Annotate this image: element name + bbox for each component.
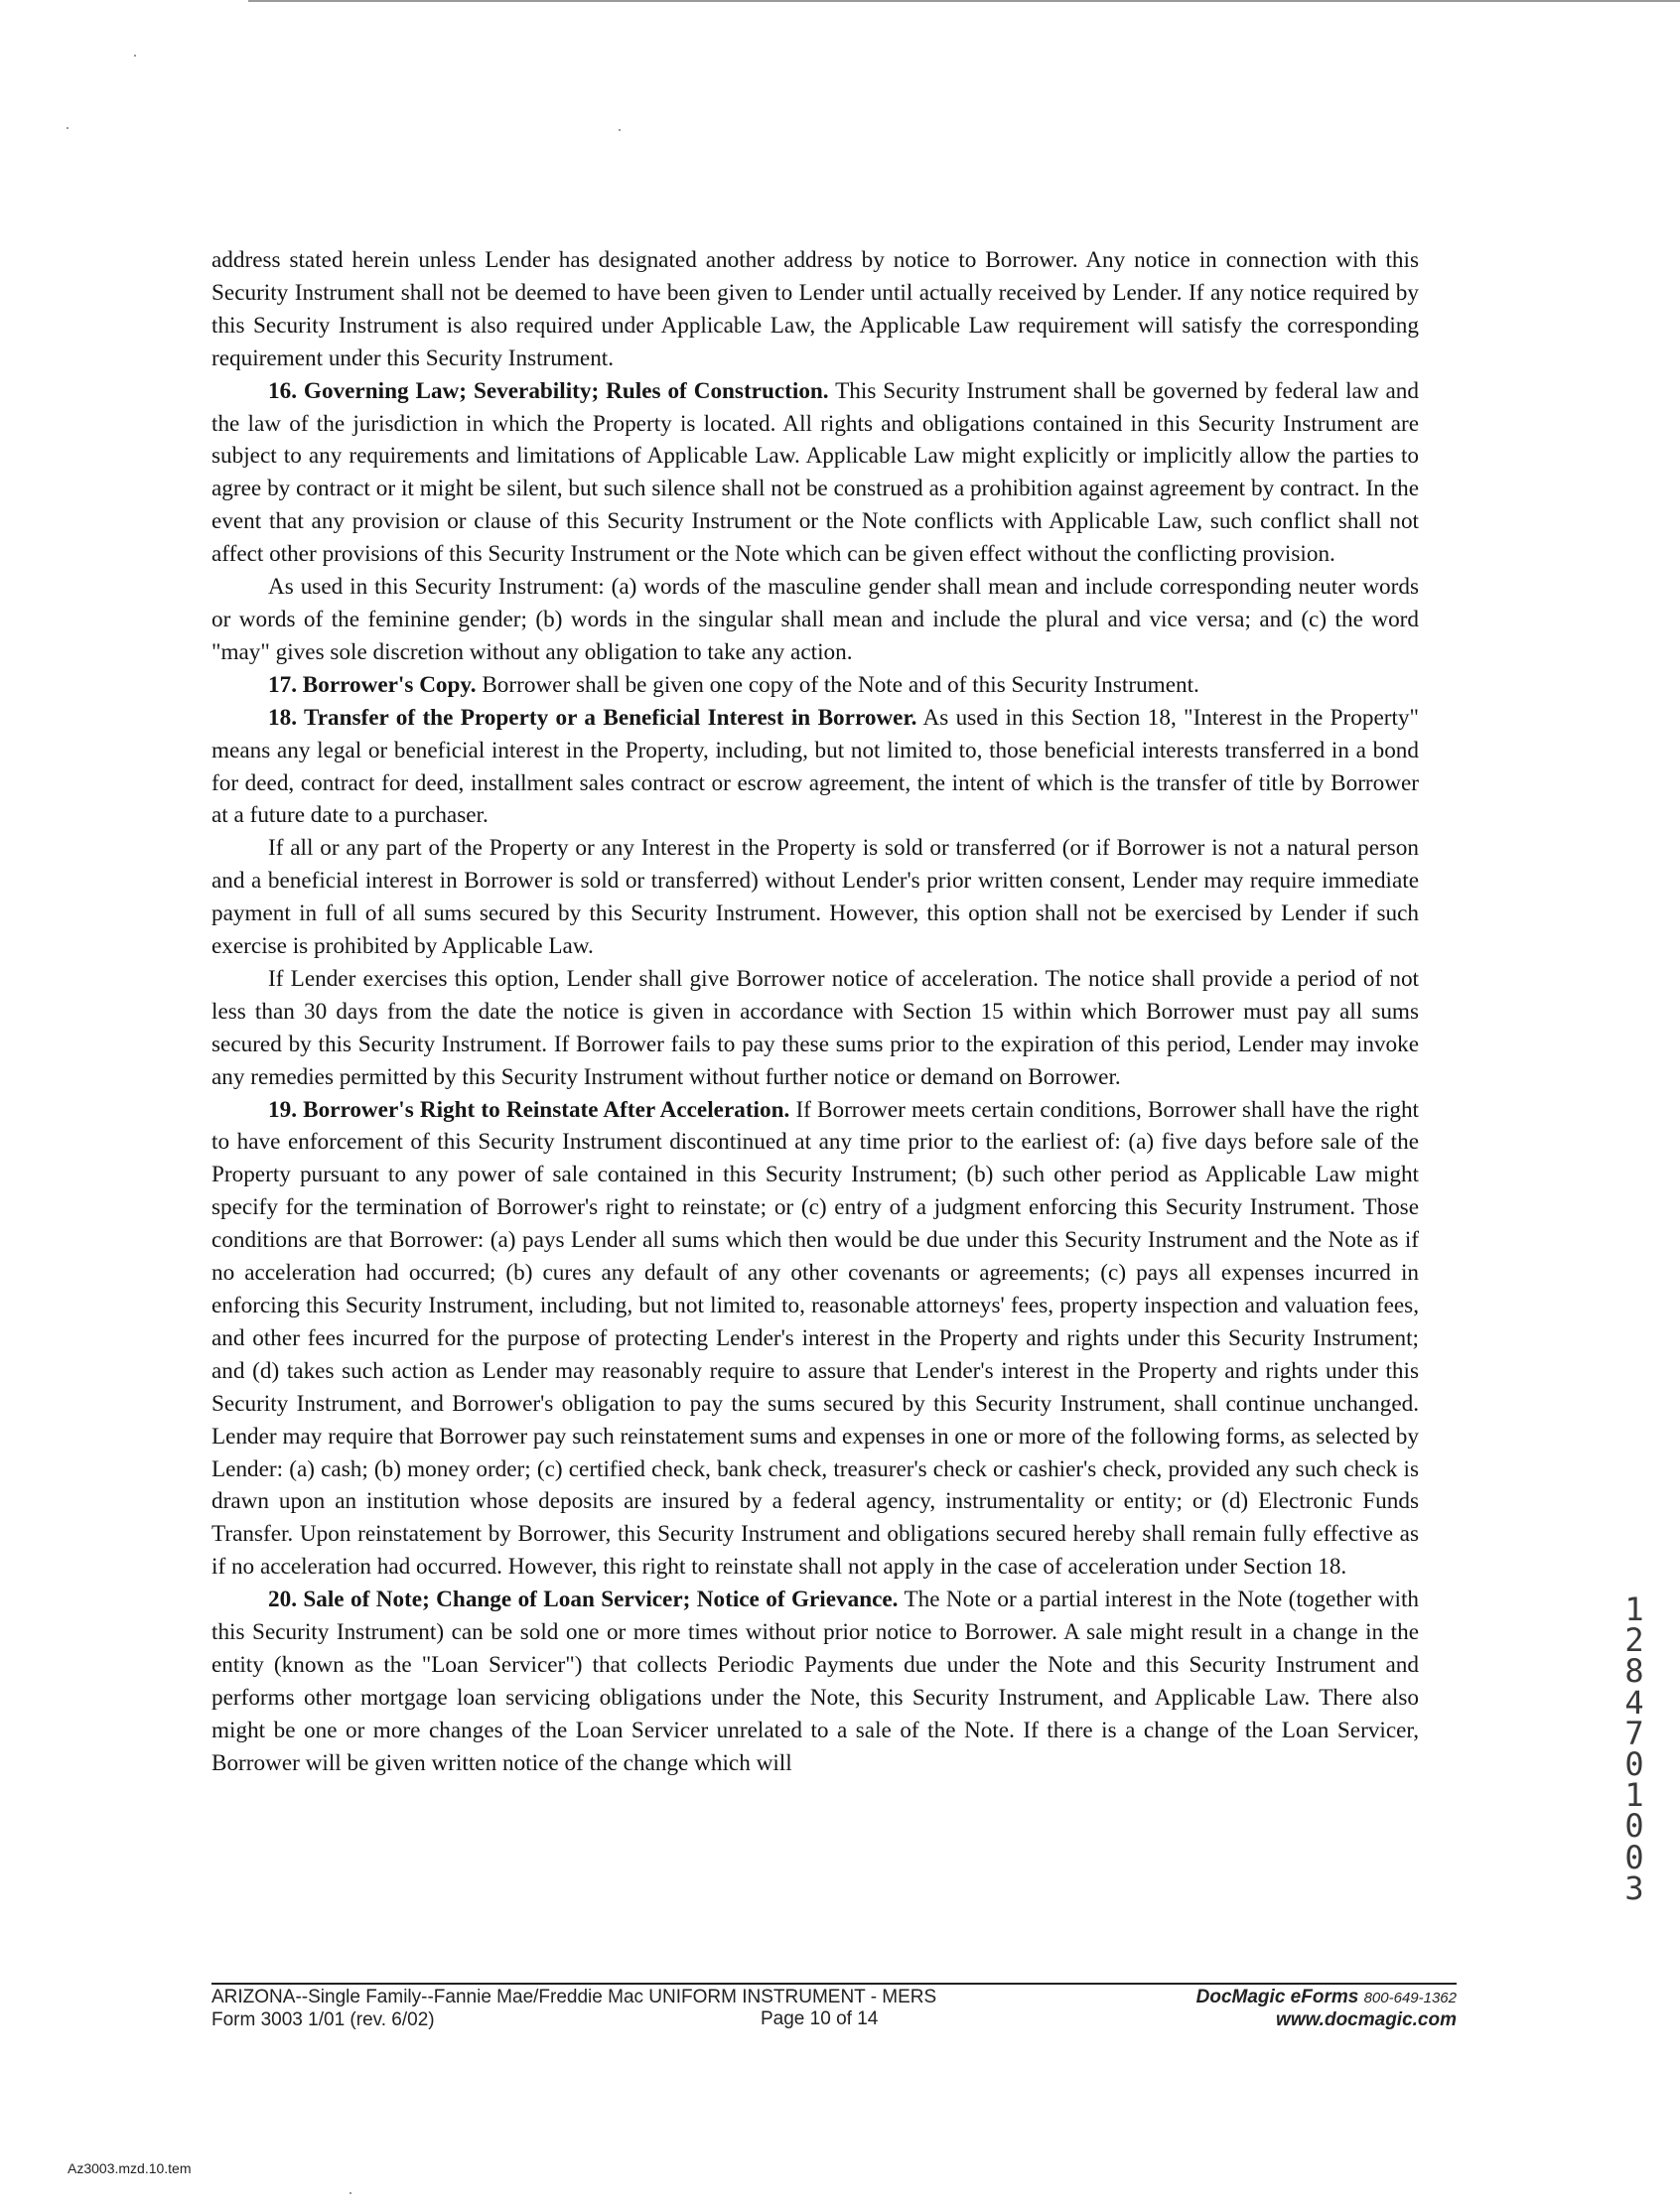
top-edge-line (248, 0, 1680, 2)
page-number: Page 10 of 14 (761, 2008, 879, 2029)
stamp-digit: 3 (1624, 1868, 1644, 1907)
paragraph-section-17 (211, 669, 1419, 702)
section-heading: 18. Transfer of the Property or a Beneficial Interest in Borrower. (268, 704, 917, 731)
paragraph-text: This Security Instrument shall be governed by federal law and the law of the jurisdiction in which the Property is located. All rights and obligations contained in this Security Instrument are subject to any requirements and limitations of Applicable Law. Applicable Law might explicitly or implicitly allow the parties to agree by contract or it might be silent, but such silence shall not be construed as a prohibition against agreement by contract. In the event that any provision or clause of this Security Instrument or the Note conflicts with Applicable Law, such conflict shall not affect other provisions of this Security Instrument or the Note which can be given effect without the conflicting provision. (211, 377, 1419, 568)
paragraph-text: As used in this Security Instrument: (a) words of the masculine gender shall mean and include corresponding neuter words or words of the feminine gender; (b) words in the singular shall mean and include the plural and vice versa; and (c) the word "may" gives sole discretion without any obligation to take any action. (211, 574, 1419, 665)
section-heading: 17. Borrower's Copy. (268, 671, 477, 698)
section-heading: 19. Borrower's Right to Reinstate After Acceleration. (268, 1096, 790, 1123)
paragraph-section-18 (211, 702, 1419, 833)
stamp-digit: 0 (1624, 1745, 1644, 1784)
paragraph-transfer-consent (211, 832, 1419, 963)
scan-speck (619, 129, 621, 131)
form-footer (211, 1983, 1457, 2031)
brand-name: DocMagic eForms (1195, 1987, 1359, 2007)
paragraph-notice-continued (211, 244, 1419, 375)
paragraph-text: If Lender exercises this option, Lender shall give Borrower notice of acceleration. The notice shall provide a period of not less than 30 days from the date the notice is given in accordance with Section 15 within which Borrower must pay all sums secured by this Security Instrument. If Borrower fails to pay these sums prior to the expiration of this period, Lender may invoke any remedies permitted by this Security Instrument without further notice or demand on Borrower. (211, 965, 1419, 1090)
paragraph-section-19 (211, 1094, 1419, 1585)
paragraph-section-16 (211, 375, 1419, 571)
stamp-digit: 0 (1624, 1838, 1644, 1876)
scan-speck (67, 127, 69, 129)
section-heading: 16. Governing Law; Severability; Rules of Construction. (268, 377, 829, 404)
stamp-digit: 7 (1624, 1714, 1644, 1752)
template-code: Az3003.mzd.10.tem (68, 2160, 192, 2176)
brand-block (1196, 1987, 1457, 2009)
stamp-digit: 1 (1624, 1590, 1644, 1628)
brand-website: www.docmagic.com (1276, 2009, 1457, 2030)
scan-speck (134, 55, 136, 57)
stamp-digit: 4 (1624, 1683, 1644, 1722)
section-heading: 20. Sale of Note; Change of Loan Servicer; Notice of Grievance. (268, 1587, 899, 1613)
recording-number-stamp (1619, 1590, 1649, 1907)
paragraph-text: The Note or a partial interest in the Note (together with this Security Instrument) can be sold one or more times without prior notice to Borrower. A sale might result in a change in the entity (known as the "Loan Servicer") that collects Periodic Payments due under the Note and this Security Instrument and performs other mortgage loan servicing obligations under the Note, this Security Instrument, and Applicable Law. There also might be one or more changes of the Loan Servicer unrelated to a sale of the Note. If there is a change of the Loan Servicer, Borrower will be given written notice of the change which will (211, 1587, 1419, 1776)
paragraph-acceleration-notice (211, 963, 1419, 1094)
brand-phone: 800-649-1362 (1363, 1990, 1457, 2006)
stamp-digit: 8 (1624, 1652, 1644, 1691)
paragraph-text: As used in this Section 18, "Interest in the Property" means any legal or beneficial interest in the Property, including, but not limited to, those beneficial interests transferred in a bond for deed, contract for deed, installment sales contract or escrow agreement, the intent of which is the transfer of title by Borrower at a future date to a purchaser. (211, 704, 1419, 829)
stamp-digit: 2 (1624, 1621, 1644, 1660)
stamp-digit: 0 (1624, 1807, 1644, 1846)
form-title: ARIZONA--Single Family--Fannie Mae/Freddie Mac UNIFORM INSTRUMENT - MERS (211, 1987, 937, 2007)
scan-speck (350, 2192, 351, 2194)
form-number: Form 3003 1/01 (rev. 6/02) (211, 2009, 435, 2030)
stamp-digit: 1 (1624, 1776, 1644, 1815)
paragraph-construction (211, 571, 1419, 669)
paragraph-text: If Borrower meets certain conditions, Borrower shall have the right to have enforcement of this Security Instrument discontinued at any time prior to the earliest of: (a) five days before sale of the Property pursuant to any power of sale contained in this Security Instrument; (b) such other period as Applicable Law might specify for the termination of Borrower's right to reinstate; or (c) entry of a judgment enforcing this Security Instrument. Those conditions are that Borrower: (a) pays Lender all sums which then would be due under this Security Instrument and the Note as if no acceleration had occurred; (b) cures any default of any other covenants or agreements; (c) pays all expenses incurred in enforcing this Security Instrument, including, but not limited to, reasonable attorneys' fees, property inspection and valuation fees, and other fees incurred for the purpose of protecting Lender's interest in the Property and rights under this Security Instrument; and (d) takes such action as Lender may reasonably require to assure that Lender's interest in the Property and rights under this Security Instrument, and Borrower's obligation to pay the sums secured by this Security Instrument, shall continue unchanged. Lender may require that Borrower pay such reinstatement sums and expenses in one or more of the following forms, as selected by Lender: (a) cash; (b) money order; (c) certified check, bank check, treasurer's check or cashier's check, provided any such check is drawn upon an institution whose deposits are insured by a federal agency, instrumentality or entity; or (d) Electronic Funds Transfer. Upon reinstatement by Borrower, this Security Instrument and obligations secured hereby shall remain fully effective as if no acceleration had occurred. However, this right to reinstate shall not apply in the case of acceleration under Section 18. (211, 1096, 1419, 1581)
paragraph-text: Borrower shall be given one copy of the Note and of this Security Instrument. (482, 671, 1199, 698)
paragraph-text: address stated herein unless Lender has designated another address by notice to Borrower. Any notice in connection with this Security Instrument shall not be deemed to have been given to Lender until actually received by Lender. If any notice required by this Security Instrument is also required under Applicable Law, the Applicable Law requirement will satisfy the corresponding requirement under this Security Instrument. (211, 247, 1419, 371)
paragraph-section-20 (211, 1584, 1419, 1779)
paragraph-text: If all or any part of the Property or any Interest in the Property is sold or transferred (or if Borrower is not a natural person and a beneficial interest in Borrower is sold or transferred) without Lender's prior written consent, Lender may require immediate payment in full of all sums secured by this Security Instrument. However, this option shall not be exercised by Lender if such exercise is prohibited by Applicable Law. (211, 835, 1419, 960)
document-body (211, 244, 1419, 1780)
